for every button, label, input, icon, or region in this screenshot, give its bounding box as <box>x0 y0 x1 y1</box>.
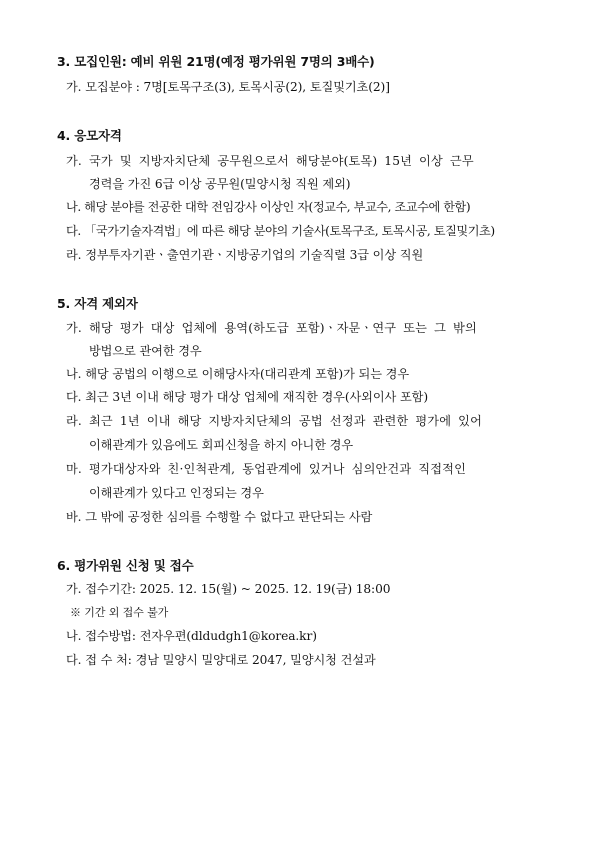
section-5-heading: 5. 자격 제외자 <box>57 296 138 311</box>
section-4-item-a-line2: 경력을 가진 6급 이상 공무원(밀양시청 직원 제외) <box>89 177 351 191</box>
section-6-item-a: 가. 접수기간: 2025. 12. 15(월) ~ 2025. 12. 19(금) 18:00 <box>66 582 391 596</box>
section-5-item-b: 나. 해당 공법의 이행으로 이해당사자(대리관계 포함)가 되는 경우 <box>66 367 410 381</box>
section-6-item-c: 다. 접 수 처: 경남 밀양시 밀양대로 2047, 밀양시청 건설과 <box>66 653 376 667</box>
section-5-item-e-line1: 마. 평가대상자와 친·인척관계, 동업관계에 있거나 심의안건과 직접적인 <box>66 462 466 476</box>
section-5-item-d-line2: 이해관계가 있음에도 회피신청을 하지 아니한 경우 <box>89 438 354 452</box>
section-5-item-c: 다. 최근 3년 이내 해당 평가 대상 업체에 재직한 경우(사외이사 포함) <box>66 390 428 404</box>
section-6-heading: 6. 평가위원 신청 및 접수 <box>57 558 194 573</box>
section-4-item-d: 라. 정부투자기관ㆍ출연기관ㆍ지방공기업의 기술직렬 3급 이상 직원 <box>66 248 424 262</box>
section-5-item-d-line1: 라. 최근 1년 이내 해당 지방자치단체의 공법 선정과 관련한 평가에 있어 <box>66 414 483 428</box>
section-5-item-a-line2: 방법으로 관여한 경우 <box>89 344 202 358</box>
section-4-item-b: 나. 해당 분야를 전공한 대학 전임강사 이상인 자(정교수, 부교수, 조교수에 한함) <box>66 200 471 214</box>
section-4-item-c: 다. 「국가기술자격법」에 따른 해당 분야의 기술사(토목구조, 토목시공, 토질및기초) <box>66 224 495 238</box>
section-5-item-e-line2: 이해관계가 있다고 인정되는 경우 <box>89 486 264 500</box>
section-6-note: ※ 기간 외 접수 불가 <box>70 606 169 619</box>
section-4-heading: 4. 응모자격 <box>57 128 122 143</box>
section-4-item-a-line1: 가. 국가 및 지방자치단체 공무원으로서 해당분야(토목) 15년 이상 근무 <box>66 154 474 168</box>
section-3-item-a: 가. 모집분야 : 7명[토목구조(3), 토목시공(2), 토질및기초(2)] <box>66 80 390 94</box>
section-3-heading: 3. 모집인원: 예비 위원 21명(예정 평가위원 7명의 3배수) <box>57 54 375 69</box>
section-5-item-f: 바. 그 밖에 공정한 심의를 수행할 수 없다고 판단되는 사람 <box>66 510 373 524</box>
section-5-item-a-line1: 가. 해당 평가 대상 업체에 용역(하도급 포함)ㆍ자문ㆍ연구 또는 그 밖의 <box>66 321 477 335</box>
section-6-item-b: 나. 접수방법: 전자우편(dldudgh1@korea.kr) <box>66 629 317 643</box>
